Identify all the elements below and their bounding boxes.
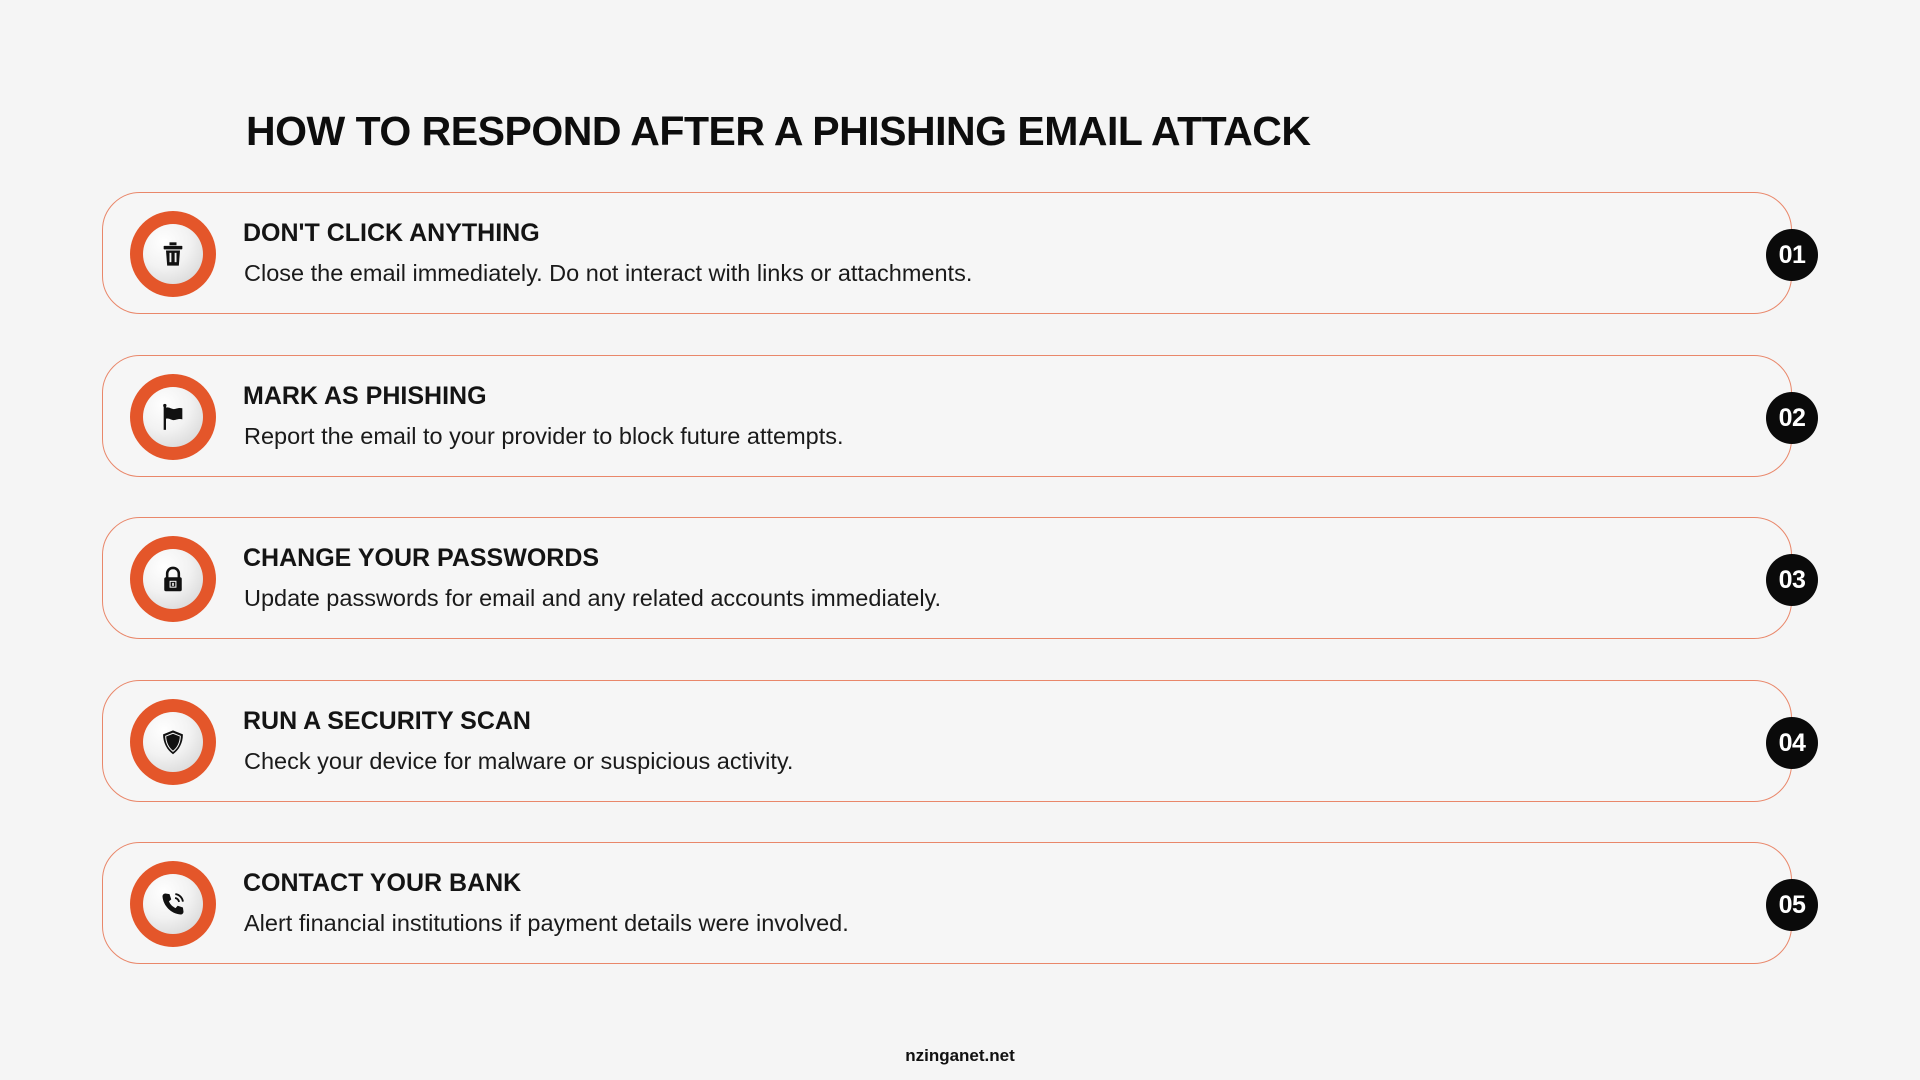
step-card — [102, 517, 1806, 639]
step-heading: CONTACT YOUR BANK — [243, 869, 522, 897]
step-heading: DON'T CLICK ANYTHING — [243, 219, 540, 247]
step-description: Alert financial institutions if payment details were involved. — [244, 910, 849, 936]
step-heading: RUN A SECURITY SCAN — [243, 707, 531, 735]
phone-icon — [159, 890, 187, 918]
step-card — [102, 192, 1806, 314]
step-card — [102, 355, 1806, 477]
page-title: HOW TO RESPOND AFTER A PHISHING EMAIL ATTACK — [246, 108, 1311, 154]
step-number-badge: 01 — [1766, 229, 1818, 281]
step-icon-badge — [130, 861, 216, 947]
shield-icon — [159, 728, 187, 756]
step-number-badge: 02 — [1766, 392, 1818, 444]
step-description: Close the email immediately. Do not interact with links or attachments. — [244, 260, 973, 286]
step-card — [102, 842, 1806, 964]
flag-icon — [159, 403, 187, 431]
step-heading: MARK AS PHISHING — [243, 382, 487, 410]
step-number-badge: 03 — [1766, 554, 1818, 606]
lock-icon — [159, 565, 187, 593]
footer-site-url: nzinganet.net — [905, 1046, 1015, 1065]
step-description: Update passwords for email and any related accounts immediately. — [244, 585, 942, 611]
step-icon-badge — [130, 374, 216, 460]
step-icon-badge — [130, 536, 216, 622]
trash-icon — [159, 240, 187, 268]
step-description: Report the email to your provider to block future attempts. — [244, 423, 844, 449]
step-number-badge: 04 — [1766, 717, 1818, 769]
step-description: Check your device for malware or suspicious activity. — [244, 748, 794, 774]
step-card — [102, 680, 1806, 802]
step-icon-badge — [130, 211, 216, 297]
step-heading: CHANGE YOUR PASSWORDS — [243, 544, 600, 572]
step-icon-badge — [130, 699, 216, 785]
step-number-badge: 05 — [1766, 879, 1818, 931]
